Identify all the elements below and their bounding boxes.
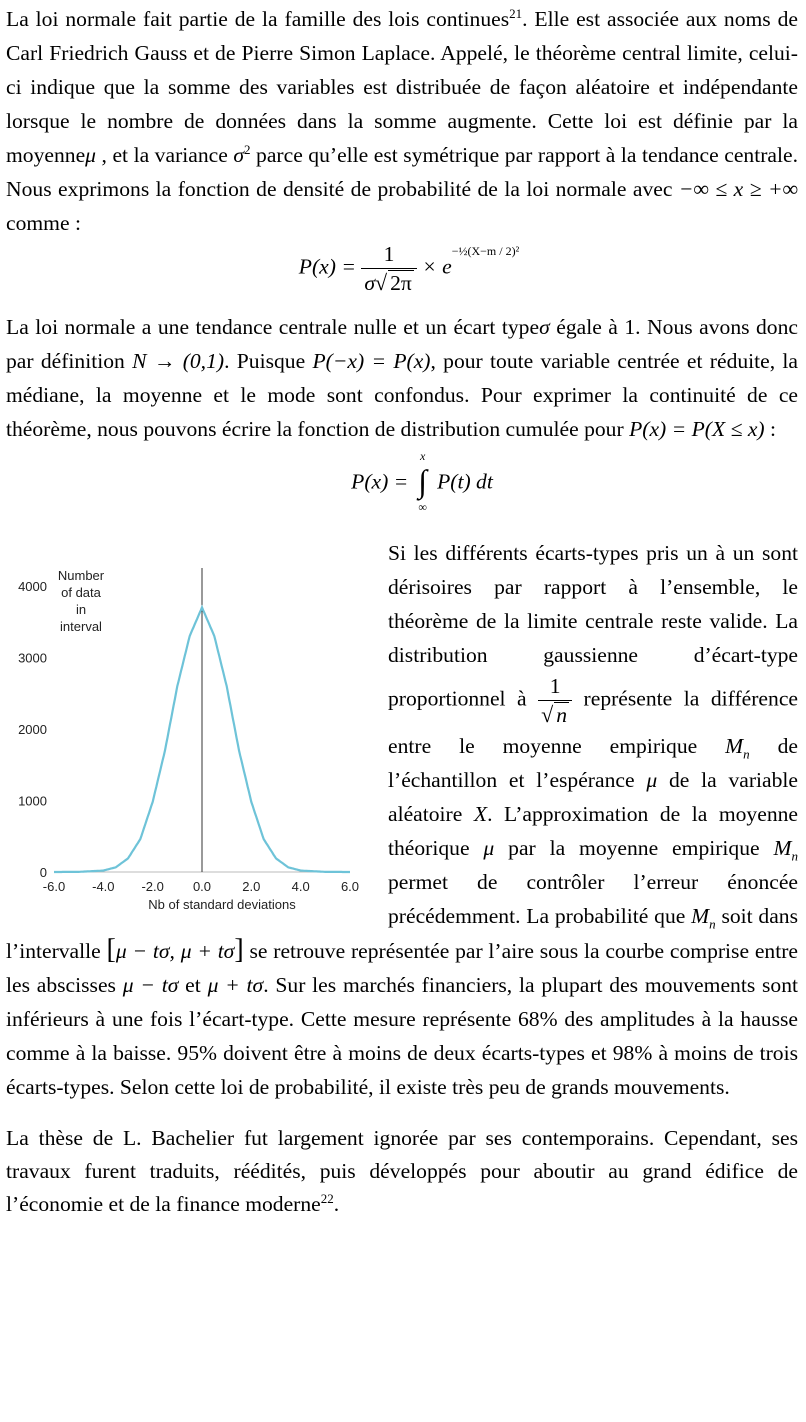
y-axis-label: interval <box>60 619 102 634</box>
paragraph-4: La thèse de L. Bachelier fut largement ignorée par ses contemporains. Cependant, ses travaux furent traduits, réédités, puis développés pour aboutir au grand édifice de l’économie et de la finance moderne$^{22}$. <box>6 1126 798 1216</box>
y-tick-label: 1000 <box>18 793 47 809</box>
document-page <box>6 0 798 1221</box>
y-tick-label: 4000 <box>18 579 47 594</box>
x-tick-label: -6.0 <box>42 879 66 894</box>
sigma-symbol: σ <box>233 143 244 167</box>
integral-icon: ∫ <box>418 463 428 499</box>
x-tick-label: 0.0 <box>192 879 212 894</box>
x-tick-label: 6.0 <box>340 879 360 894</box>
x-axis-label: Nb of standard deviations <box>148 897 296 912</box>
x-tick-label: -4.0 <box>92 879 115 894</box>
mu-symbol: μ <box>85 143 96 167</box>
y-tick-label: 2000 <box>18 722 47 737</box>
y-axis-label: in <box>75 602 87 617</box>
normal-distribution-chart <box>6 560 378 920</box>
inverse-sqrt-fraction: $\frac{1}{√ n}$ <box>538 672 572 729</box>
x-tick-label: 2.0 <box>242 879 261 894</box>
paragraph-2: La loi normale a une tendance centrale nulle et un écart typeσ égale à 1. Nous avons donc par définition N → (0,1). Puisque P(−x) = P(x), pour toute variable centrée et réduite, la médiane, la moyenne et le mode sont confondus. Pour exprimer la continuité de ce théorème, nous pouvons écrire la fonction de distribution cumulée pour P(x) = P(X ≤ x) : <box>6 315 799 441</box>
x-tick-label: 4.0 <box>291 879 310 894</box>
y-axis-label: Number <box>57 568 105 583</box>
y-tick-label: 3000 <box>18 650 47 666</box>
chart-svg <box>6 560 378 920</box>
footnote-22: 22 <box>320 1190 334 1206</box>
range-expression: −∞ ≤ x ≥ +∞ <box>678 177 798 201</box>
y-tick-label: 0 <box>39 865 47 880</box>
paragraph-1: La loi normale fait partie de la famille des lois continues$^{21}$. Elle est associée aux noms de Carl Friedrich Gauss et de Pierre Simon Laplace. Appelé, le théorème central limite, celui-ci indique que la somme des variables est distribuée de façon aléatoire et indépendante lorsque le nombre de données dans la somme augmente. Cette loi est définie par la moyenneμ , et la variance $\sigma^2$ parce qu’elle est symétrique par rapport à la tendance centrale. Nous exprimons la fonction de densité de probabilité de la loi normale avec −∞ ≤ x ≥ +∞ comme : <box>6 5 798 235</box>
equation-cdf: P(x) = x ∫ ∞ P(t) dt <box>351 449 493 514</box>
sqrt-icon: √ <box>374 270 388 295</box>
x-tick-label: -2.0 <box>141 879 164 894</box>
density-fraction: $\frac{1}{\sigma√ 2\pi}$ <box>361 240 416 297</box>
y-axis-label: of data <box>61 585 101 600</box>
paragraph-3: Si les différents écarts-types pris un à un sont dérisoires par rapport à l’ensemble, le théorème de la limite centrale reste valide. La distribution gaussienne d’écart-type proportionnel à $\frac{1}{√ n}$ représente la différence entre le moyenne empirique $M_n$ de l’échantillon et l’espérance μ de la variable aléatoire X. L’approximation de la moyenne théorique μ par la moyenne empirique $M_n$ permet de contrôler l’erreur énoncée précédemment. La probabilité que $M_n$ soit dans l’intervalle [μ − tσ, μ + tσ] se retrouve représentée par l’aire sous la courbe comprise entre les abscisses μ − tσ et μ + tσ. Sur les marchés financiers, la plupart des mouvements sont inférieurs à une fois l’écart-type. Cette mesure représente 68% des amplitudes à la hausse comme à la baisse. 95% doivent être à moins de deux écarts-types et 98% à moins de trois écarts-types. Selon cette loi de probabilité, il existe très peu de grands mouvements. <box>6 541 799 1099</box>
footnote-21: 21 <box>509 5 523 21</box>
equation-density: P(x) = $\frac{1}{\sigma√ 2\pi}$ × $e^{-\frac{1}{2}(X-m / 2)^2}$ <box>298 242 520 295</box>
